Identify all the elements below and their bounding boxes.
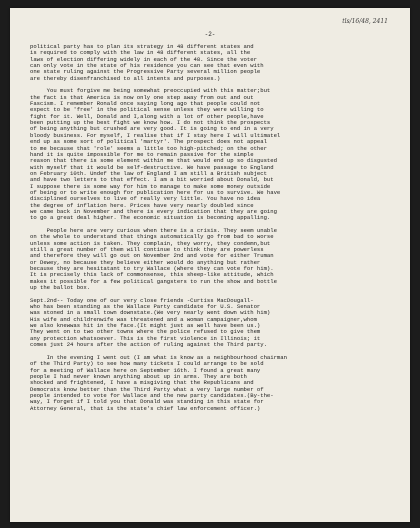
text-line: reason that there is some element within me that would end up so disgusted [30,157,277,165]
text-line: on the whole to understand that things automatically go from bad to worse [30,233,274,241]
text-line: can only vote in the state of his residence you can see that even with [30,62,264,70]
text-line: and therefore they will go out on November 2nd and vote for either Truman [30,252,274,260]
text-line: because they are hesitatant to try Wallace (where they can vote for him). [30,265,274,273]
text-line: laws of election differing widely in each of the 48. Since the voter [30,55,257,63]
text-line: was stoned in a small town downstate.(We very nearly went down with him) [30,309,271,317]
paragraph [30,298,396,349]
text-line: still a great number of them will continue to think they are powerless [30,246,264,253]
text-line: bloody business. For myself, I realise that if I stay here I will ultimatel [30,131,281,139]
text-line: we came back in November and there is every indication that they are going [30,207,277,215]
text-line: You must forgive me being somewhat preoccupied with this matter;but [30,87,271,95]
document-page [10,8,410,522]
text-line: or Dewey, no because they believe either would do anything but rather [30,258,261,266]
text-line: the fact is that America is now only one step away from out and out [30,93,254,101]
text-line: one state ruling against the Progressive Party several million people [30,68,261,76]
text-line: I suppose there is some way for him to manage to make some money outside [30,182,271,190]
paragraph [30,355,396,412]
text-line: any protection whatsoever. This is the first violence in Illinois; it [30,334,261,342]
text-line: Attorney General, that is the state's chief law enforcement officer.) [30,404,261,412]
text-line: end up as some sort of political 'martyr'. The prospect does not appeal [30,138,267,146]
text-line: shocked and frightened, I have a misgiving that the Republicans and [30,379,254,387]
text-line: we also knewwas hit in the face.(It might just as well have been us.) [30,322,261,330]
paragraph [30,44,396,82]
text-line: who has been standing as the Wallace Party candidate for U.S. Senator [30,303,261,311]
text-line: for a meeting of Wallace here on September 16th. I found a great many [30,366,261,374]
letter-body [30,44,396,418]
text-line: disciplined ourselves to live of really very little. You have no idea [30,195,261,203]
text-line: to go a great deal higher. The economic situation is becoming appalling. [30,214,271,222]
text-line: are thereby disenfranchised to all intents and purposes.) [30,74,221,82]
text-line: makes it possible for a few political gangsters to run the show and bottle [30,277,277,285]
paragraph [30,88,396,221]
text-line: and have two letters to that effect. I am a bit worried about Donald, but [30,176,274,184]
text-line: political party has to plan its strategy in 48 different states and [30,43,254,50]
text-line: Sept.2nd-- Today one of our very close friends -Curtiss MacDougall- [30,296,254,304]
text-line: people I had never known anything about up in arms. They are both [30,372,247,380]
text-line: expect to be 'free' in the political sense unless they were willing to [30,106,264,114]
text-line: on February 10th. Undef the law of England I am still a British subject [30,169,267,177]
paragraph [30,228,396,291]
text-line: It is precisely this lack of commonsense, this sheep-like attitude, which [30,271,274,279]
text-line: of being or to write enough for publication here for us to survive. We have [30,188,281,196]
text-line: the degree of inflation here. Prices have very nearly doubled since [30,201,254,209]
text-line: unless some action is taken. They complain, they worry, they condemn,but [30,239,271,247]
text-line: of being anything but crushed are very good. It is going to end in a very [30,125,274,133]
text-line: They went on to two other towns where the police refused to give them [30,328,261,336]
page-number: -2- [204,31,216,38]
text-line: In the evening I went out (I am what is know as a neighbourhood chairman [30,353,287,361]
text-line: fight for it. Well, Donald and I,along with a lot of other people,have [30,112,264,120]
text-line: way, I forget if I told you that Donald was standing in this state for [30,398,264,406]
archive-handwritten-mark: tls/16/48, 2411 [342,18,388,25]
text-line: His wife and childrenwife was threatened and a woman campaigner,whom [30,315,257,323]
text-line: been putting up the best fight we know how. I do not think the prospects [30,119,271,127]
text-line: Fascism. I remember Ronald once saying long ago that people could not [30,100,261,108]
text-line: Democrats know better than the Third Party what a very large number of [30,385,264,393]
text-line: people intended to vote for Wallace and the new party candidates.(By-the- [30,391,274,399]
text-line: with myself that it would be self-destructive. We have passage to England [30,163,274,171]
text-line: hand it is quite impossible for me to remain passive for the simple [30,150,254,158]
text-line: comes just 24 hours after the action of ruling against the Third party. [30,341,267,349]
text-line: is required to comply with the law in 48 different states, all the [30,49,251,57]
text-line: People here are very curious when there is a crisis. They seem unable [30,226,277,234]
text-line: to me because that 'role' seems a little too high-pitched; on the other [30,144,267,152]
text-line: of the Third Party) to see how many tickets I could arrange to be sold [30,360,264,368]
text-line: up the ballot box. [30,284,91,292]
